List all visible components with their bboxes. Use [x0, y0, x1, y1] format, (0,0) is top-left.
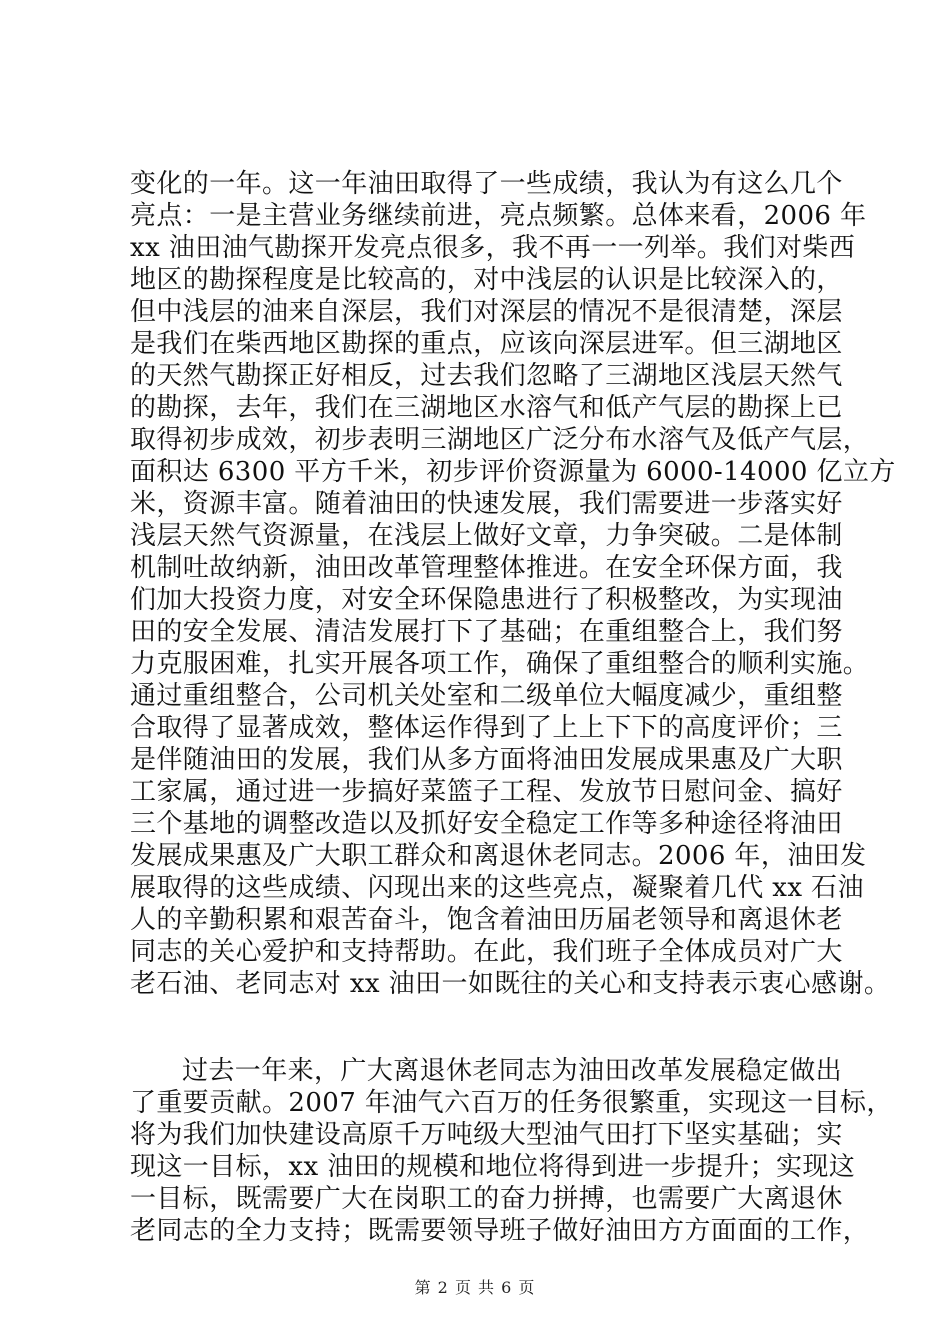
- text-line: 的天然气勘探正好相反，过去我们忽略了三湖地区浅层天然气: [130, 361, 843, 391]
- paragraph-1: [130, 168, 896, 1000]
- text-line: 变化的一年。这一年油田取得了一些成绩，我认为有这么几个: [130, 169, 843, 199]
- text-line: 合取得了显著成效，整体运作得到了上上下下的高度评价；三: [130, 713, 843, 743]
- text-line: 米，资源丰富。随着油田的快速发展，我们需要进一步落实好: [130, 489, 843, 519]
- text-line: 展取得的这些成绩、闪现出来的这些亮点，凝聚着几代 xx 石油: [130, 873, 864, 903]
- text-line: 是伴随油田的发展，我们从多方面将油田发展成果惠及广大职: [130, 745, 843, 775]
- text-line: 通过重组整合，公司机关处室和二级单位大幅度减少，重组整: [130, 681, 843, 711]
- text-line: 亮点：一是主营业务继续前进，亮点频繁。总体来看，2006 年: [130, 201, 867, 231]
- text-line: 取得初步成效，初步表明三湖地区广泛分布水溶气及低产气层，: [130, 425, 870, 455]
- text-line: 了重要贡献。2007 年油气六百万的任务很繁重，实现这一目标，: [130, 1088, 893, 1118]
- text-line: 面积达 6300 平方千米，初步评价资源量为 6000-14000 亿立方: [130, 457, 896, 487]
- text-line: 浅层天然气资源量，在浅层上做好文章，力争突破。二是体制: [130, 521, 843, 551]
- text-line: 力克服困难，扎实开展各项工作，确保了重组整合的顺利实施。: [130, 649, 870, 679]
- text-line: 一目标，既需要广大在岗职工的奋力拼搏，也需要广大离退休: [130, 1184, 843, 1214]
- text-line: 人的辛勤积累和艰苦奋斗，饱含着油田历届老领导和离退休老: [130, 905, 843, 935]
- text-line: 机制吐故纳新，油田改革管理整体推进。在安全环保方面，我: [130, 553, 843, 583]
- text-line: 现这一目标，xx 油田的规模和地位将得到进一步提升；实现这: [130, 1152, 856, 1182]
- text-line: 田的安全发展、清洁发展打下了基础；在重组整合上，我们努: [130, 617, 843, 647]
- text-line: 同志的关心爱护和支持帮助。在此，我们班子全体成员对广大: [130, 937, 843, 967]
- text-line: xx 油田油气勘探开发亮点很多，我不再一一列举。我们对柴西: [130, 233, 856, 263]
- text-line: 是我们在柴西地区勘探的重点，应该向深层进军。但三湖地区: [130, 329, 843, 359]
- text-line: 老石油、老同志对 xx 油田一如既往的关心和支持表示衷心感谢。: [130, 969, 891, 999]
- text-line: 三个基地的调整改造以及抓好安全稳定工作等多种途径将油田: [130, 809, 843, 839]
- paragraph-2: [130, 1055, 893, 1247]
- text-line: 但中浅层的油来自深层，我们对深层的情况不是很清楚，深层: [130, 297, 843, 327]
- text-line: 工家属，通过进一步搞好菜篮子工程、发放节日慰问金、搞好: [130, 777, 843, 807]
- text-line: 的勘探，去年，我们在三湖地区水溶气和低产气层的勘探上已: [130, 393, 843, 423]
- text-line: 老同志的全力支持；既需要领导班子做好油田方方面面的工作，: [130, 1216, 870, 1246]
- text-line: 过去一年来，广大离退休老同志为油田改革发展稳定做出: [182, 1056, 843, 1086]
- text-line: 发展成果惠及广大职工群众和离退休老同志。2006 年，油田发: [130, 841, 867, 871]
- text-line: 将为我们加快建设高原千万吨级大型油气田打下坚实基础；实: [130, 1120, 843, 1150]
- page-footer: 第 2 页 共 6 页: [414, 1278, 536, 1297]
- text-line: 地区的勘探程度是比较高的，对中浅层的认识是比较深入的，: [130, 265, 843, 295]
- text-line: 们加大投资力度，对安全环保隐患进行了积极整改，为实现油: [130, 585, 843, 615]
